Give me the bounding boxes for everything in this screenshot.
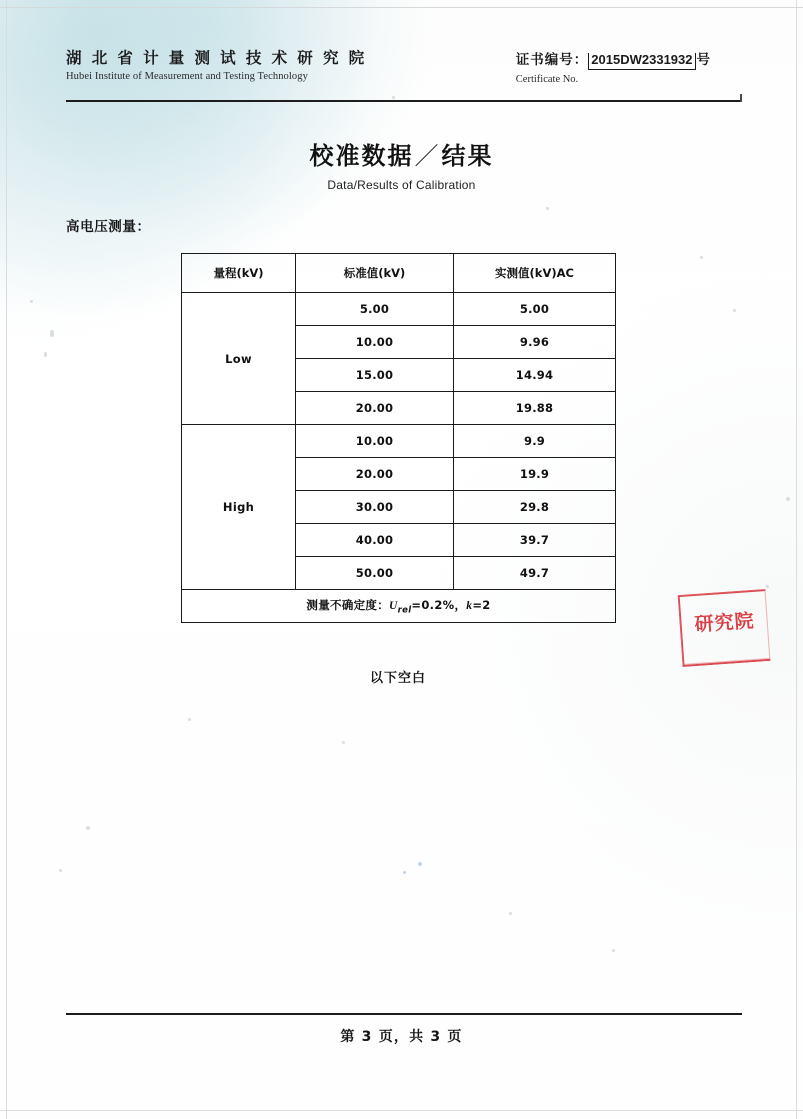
scan-speck <box>188 718 191 721</box>
standard-value: 10.00 <box>296 326 454 359</box>
scan-speck <box>733 309 736 312</box>
scan-edge-bottom <box>0 1110 803 1111</box>
standard-value: 40.00 <box>296 524 454 557</box>
certificate-block <box>516 46 710 85</box>
column-header-range: 量程(kV) <box>182 254 296 293</box>
calibration-table <box>181 253 616 623</box>
measured-value: 19.9 <box>454 458 616 491</box>
calibration-table-wrap <box>181 253 615 623</box>
page-title-slash: ／ <box>414 142 441 170</box>
scan-speck <box>700 256 703 259</box>
measured-value: 14.94 <box>454 359 616 392</box>
scan-speck <box>392 96 395 99</box>
table-header-row <box>182 254 616 293</box>
uncertainty-value: =0.2%， <box>411 597 467 612</box>
measured-value: 19.88 <box>454 392 616 425</box>
scan-speck <box>786 497 790 501</box>
standard-value: 20.00 <box>296 458 454 491</box>
standard-value: 15.00 <box>296 359 454 392</box>
page-title-cn-left: 校准数据 <box>309 142 414 170</box>
section-label-high-voltage: 高电压测量： <box>66 219 151 235</box>
uncertainty-symbol: U <box>389 599 398 612</box>
table-row <box>182 425 616 458</box>
page-title-cn <box>0 136 803 171</box>
measured-value: 49.7 <box>454 557 616 590</box>
scan-speck <box>546 207 549 210</box>
table-row <box>182 293 616 326</box>
scan-speck <box>509 912 512 915</box>
scan-edge-top <box>0 7 803 8</box>
institute-block <box>66 46 367 82</box>
measured-value: 9.9 <box>454 425 616 458</box>
scan-speck <box>766 585 769 588</box>
measured-value: 29.8 <box>454 491 616 524</box>
scan-speck <box>30 300 33 303</box>
scan-speck <box>612 949 615 952</box>
measured-value: 5.00 <box>454 293 616 326</box>
uncertainty-cell <box>182 590 616 623</box>
page-title-cn-right: 结果 <box>441 142 494 170</box>
header-divider-tick <box>740 94 742 102</box>
scan-speck <box>59 869 62 872</box>
certificate-number: 2015DW2331932 <box>588 53 695 70</box>
certificate-number-line <box>516 48 710 70</box>
scan-speck <box>50 330 54 337</box>
range-cell-low: Low <box>182 293 296 425</box>
uncertainty-label: 测量不确定度： <box>306 597 390 612</box>
standard-value: 30.00 <box>296 491 454 524</box>
coverage-factor-value: =2 <box>472 597 491 612</box>
standard-value: 5.00 <box>296 293 454 326</box>
header-divider <box>66 100 742 102</box>
measured-value: 39.7 <box>454 524 616 557</box>
footer-divider <box>66 1013 742 1015</box>
column-header-measured: 实测值(kV)AC <box>454 254 616 293</box>
certificate-label-en: Certificate No. <box>515 73 579 85</box>
institute-name-en: Hubei Institute of Measurement and Testing Technology <box>66 71 308 82</box>
standard-value: 10.00 <box>296 425 454 458</box>
standard-value: 50.00 <box>296 557 454 590</box>
stamp-clip <box>678 589 771 667</box>
certificate-suffix-cn: 号 <box>696 52 710 68</box>
column-header-standard: 标准值(kV) <box>296 254 454 293</box>
range-cell-high: High <box>182 425 296 590</box>
page-number: 第 3 页，共 3 页 <box>340 1029 463 1045</box>
certificate-label-cn: 证书编号： <box>515 52 589 68</box>
page-title-en: Data/Results of Calibration <box>327 178 476 192</box>
institute-name-cn: 湖 北 省 计 量 测 试 技 术 研 究 院 <box>66 49 367 67</box>
scan-speck <box>44 352 47 357</box>
measured-value: 9.96 <box>454 326 616 359</box>
document-header <box>66 46 738 85</box>
stamp-text: 研究院 <box>693 609 756 637</box>
scan-speck <box>403 871 406 874</box>
coverage-factor-symbol: k <box>466 599 473 612</box>
scan-speck <box>86 826 90 830</box>
standard-value: 20.00 <box>296 392 454 425</box>
scan-speck <box>342 741 345 744</box>
scan-speck <box>418 862 422 866</box>
uncertainty-subscript: rel <box>397 605 412 616</box>
blank-below-note: 以下空白 <box>369 671 426 686</box>
uncertainty-row <box>182 590 616 623</box>
official-seal-stamp <box>678 589 771 667</box>
